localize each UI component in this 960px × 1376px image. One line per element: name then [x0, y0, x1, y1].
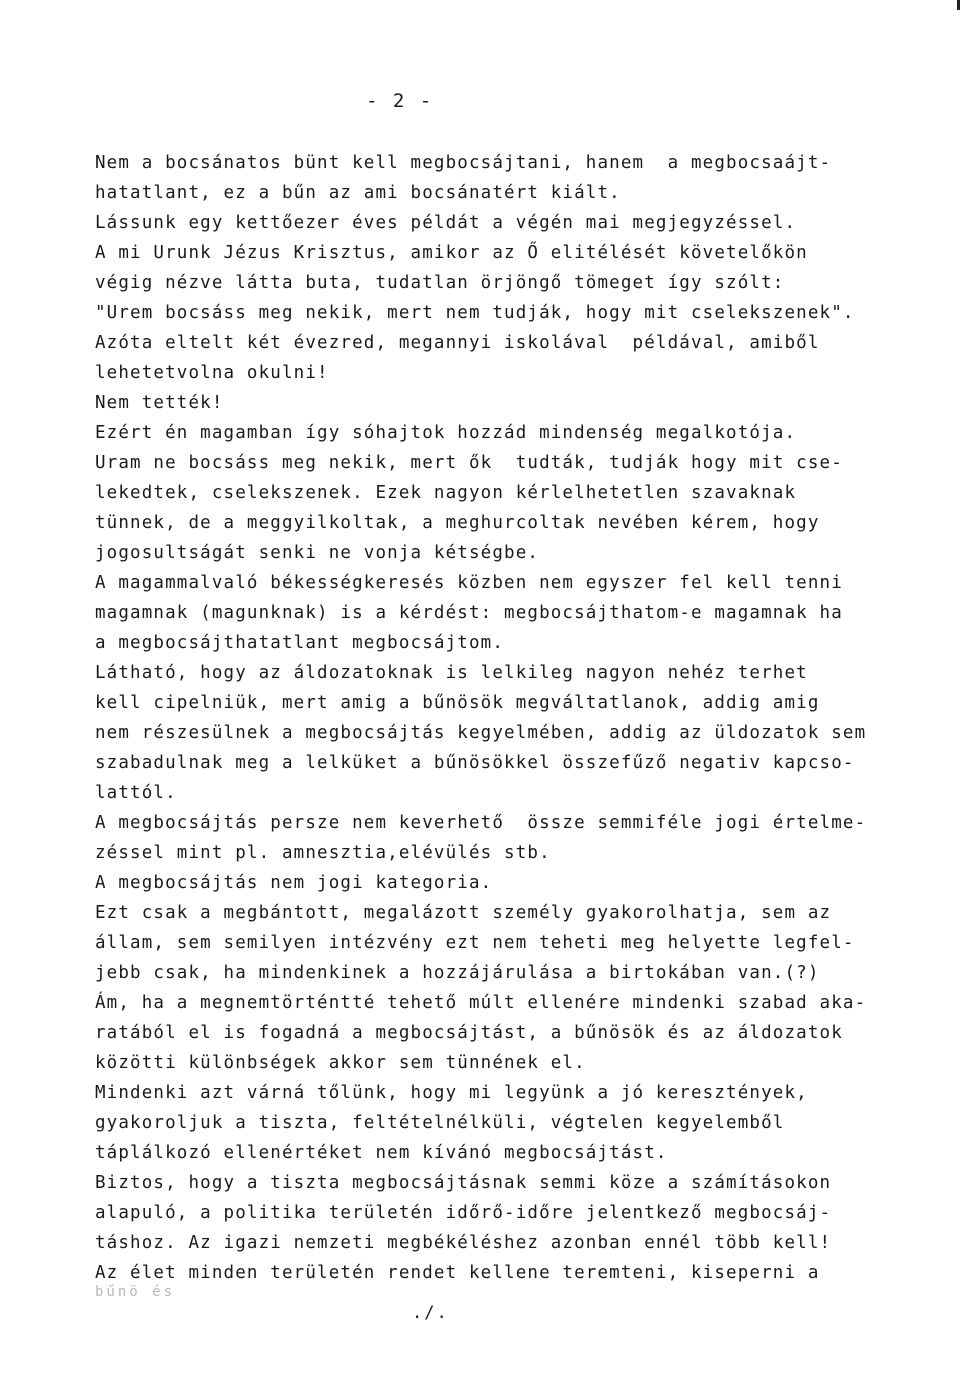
text-line: Ezt csak a megbántott, megalázott személy gyakorolhatja, sem az: [95, 903, 832, 923]
text-line: gyakoroljuk a tiszta, feltételnélküli, végtelen kegyelemből: [95, 1113, 785, 1133]
text-line: szabadulnak meg a lelküket a bűnösökkel összefűző negativ kapcso-: [95, 753, 855, 773]
continuation-mark: ./.: [412, 1303, 449, 1323]
text-line: Ezért én magamban így sóhajtok hozzád mindenség megalkotója.: [95, 423, 797, 443]
text-line: A megbocsájtás persze nem keverhető össze semmiféle jogi értelme-: [95, 813, 867, 833]
text-line: A magammalvaló békességkeresés közben nem egyszer fel kell tenni: [95, 573, 843, 593]
text-line: Uram ne bocsáss meg nekik, mert ők tudták, tudják hogy mit cse-: [95, 453, 843, 473]
text-line: alapuló, a politika területén időrő-időre jelentkező megbocsáj-: [95, 1203, 832, 1223]
text-line: táplálkozó ellenértéket nem kívánó megbocsájtást.: [95, 1143, 668, 1163]
text-line: Lássunk egy kettőezer éves példát a végén mai megjegyzéssel.: [95, 213, 797, 233]
page-number: - 2 -: [366, 90, 434, 112]
text-line: hatatlant, ez a bűn az ami bocsánatért kiált.: [95, 183, 621, 203]
text-line: állam, sem semilyen intézvény ezt nem teheti meg helyette legfel-: [95, 933, 855, 953]
text-line: Azóta eltelt két évezred, megannyi iskolával példával, amiből: [95, 333, 820, 353]
text-line: Az élet minden területén rendet kellene teremteni, kiseperni a: [95, 1263, 820, 1283]
text-line: Mindenki azt várná tőlünk, hogy mi legyünk a jó keresztények,: [95, 1083, 808, 1103]
text-line: A megbocsájtás nem jogi kategoria.: [95, 873, 493, 893]
text-line: Nem a bocsánatos bünt kell megbocsájtani, hanem a megbocsaájt-: [95, 153, 832, 173]
text-line: a megbocsájthatatlant megbocsájtom.: [95, 633, 505, 653]
text-line: jogosultságát senki ne vonja kétségbe.: [95, 543, 540, 563]
text-line: végig nézve látta buta, tudatlan örjöngő tömeget így szólt:: [95, 273, 785, 293]
body-text: [95, 148, 915, 1288]
text-line: "Urem bocsáss meg nekik, mert nem tudják, hogy mit cselekszenek".: [95, 303, 855, 323]
text-line: lekedtek, cselekszenek. Ezek nagyon kérlelhetetlen szavaknak: [95, 483, 797, 503]
text-line: kell cipelniük, mert amig a bűnösök megváltatlanok, addig amig: [95, 693, 820, 713]
text-line: lehetetvolna okulni!: [95, 363, 329, 383]
text-line: Nem tették!: [95, 393, 224, 413]
text-line: lattól.: [95, 783, 177, 803]
text-line: jebb csak, ha mindenkinek a hozzájárulása a birtokában van.(?): [95, 963, 820, 983]
text-line: A mi Urunk Jézus Krisztus, amikor az Ő elitélését követelőkön: [95, 243, 808, 263]
text-line: ratából el is fogadná a megbocsájtást, a bűnösök és az áldozatok: [95, 1023, 843, 1043]
text-line: magamnak (magunknak) is a kérdést: megbocsájthatom-e magamnak ha: [95, 603, 843, 623]
text-line: nem részesülnek a megbocsájtás kegyelmében, addig az üldozatok sem: [95, 723, 867, 743]
text-line: közötti különbségek akkor sem tünnének el.: [95, 1053, 586, 1073]
text-line: Ám, ha a megnemtörténtté tehető múlt ellenére mindenki szabad aka-: [95, 993, 867, 1013]
text-line: Biztos, hogy a tiszta megbocsájtásnak semmi köze a számításokon: [95, 1173, 832, 1193]
text-line: zéssel mint pl. amnesztia,elévülés stb.: [95, 843, 551, 863]
text-line: tünnek, de a meggyilkoltak, a meghurcoltak nevében kérem, hogy: [95, 513, 820, 533]
text-line: Látható, hogy az áldozatoknak is lelkileg nagyon nehéz terhet: [95, 663, 808, 683]
faded-text-line: bűnö és: [95, 1284, 176, 1300]
text-line: táshoz. Az igazi nemzeti megbékéléshez azonban ennél több kell!: [95, 1233, 832, 1253]
